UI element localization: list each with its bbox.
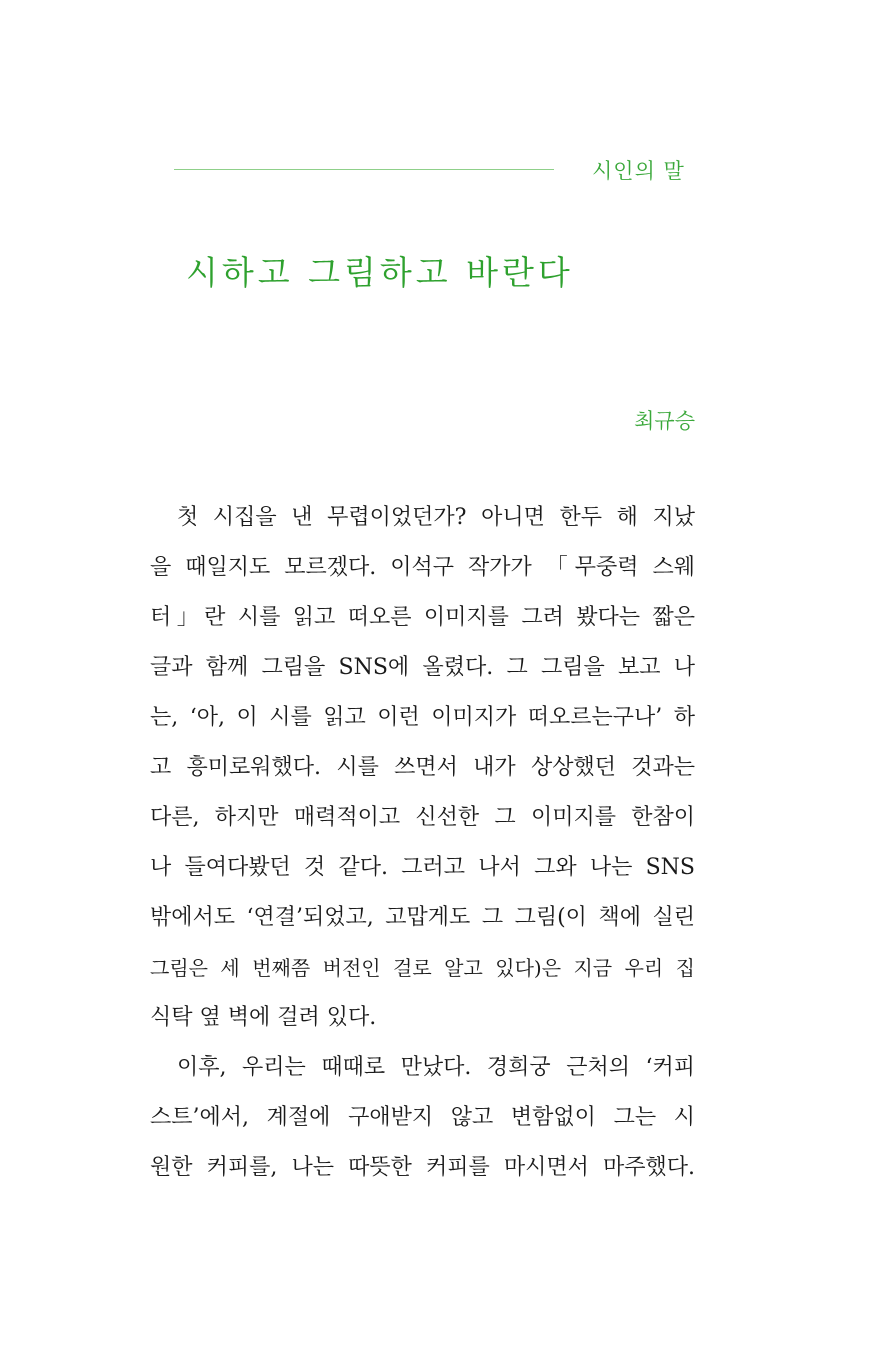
body-line: 식탁 옆 벽에 걸려 있다. bbox=[150, 1005, 377, 1030]
body-line: 스트’에서, 계절에 구애받지 않고 변함없이 그는 시 bbox=[150, 1105, 695, 1130]
body-line: 는, ‘아, 이 시를 읽고 이런 이미지가 떠오르는구나’ 하 bbox=[150, 705, 695, 730]
body-line: 고 흥미로워했다. 시를 쓰면서 내가 상상했던 것과는 bbox=[150, 755, 695, 780]
body-line: 터」란 시를 읽고 떠오른 이미지를 그려 봤다는 짧은 bbox=[150, 605, 695, 630]
body-line: 첫 시집을 낸 무렵이었던가? 아니면 한두 해 지났 bbox=[177, 505, 695, 530]
body-line: 다른, 하지만 매력적이고 신선한 그 이미지를 한참이 bbox=[150, 805, 695, 830]
body-text bbox=[150, 500, 695, 1200]
body-line: 나 들여다봤던 것 같다. 그러고 나서 그와 나는 SNS bbox=[150, 855, 695, 880]
section-label: 시인의 말 bbox=[592, 159, 685, 183]
header-rule bbox=[174, 169, 554, 170]
page-title: 시하고 그림하고 바란다 bbox=[186, 253, 574, 292]
body-line: 밖에서도 ‘연결’되었고, 고맙게도 그 그림(이 책에 실린 bbox=[150, 905, 695, 930]
body-line: 그림은 세 번째쯤 버전인 걸로 알고 있다)은 지금 우리 집 bbox=[150, 956, 695, 980]
body-line: 이후, 우리는 때때로 만났다. 경희궁 근처의 ‘커피 bbox=[177, 1055, 695, 1080]
body-line: 원한 커피를, 나는 따뜻한 커피를 마시면서 마주했다. bbox=[150, 1155, 695, 1180]
body-line: 을 때일지도 모르겠다. 이석구 작가가 「무중력 스웨 bbox=[150, 555, 695, 580]
body-line: 글과 함께 그림을 SNS에 올렸다. 그 그림을 보고 나 bbox=[150, 655, 695, 680]
author-name: 최규승 bbox=[634, 409, 695, 433]
